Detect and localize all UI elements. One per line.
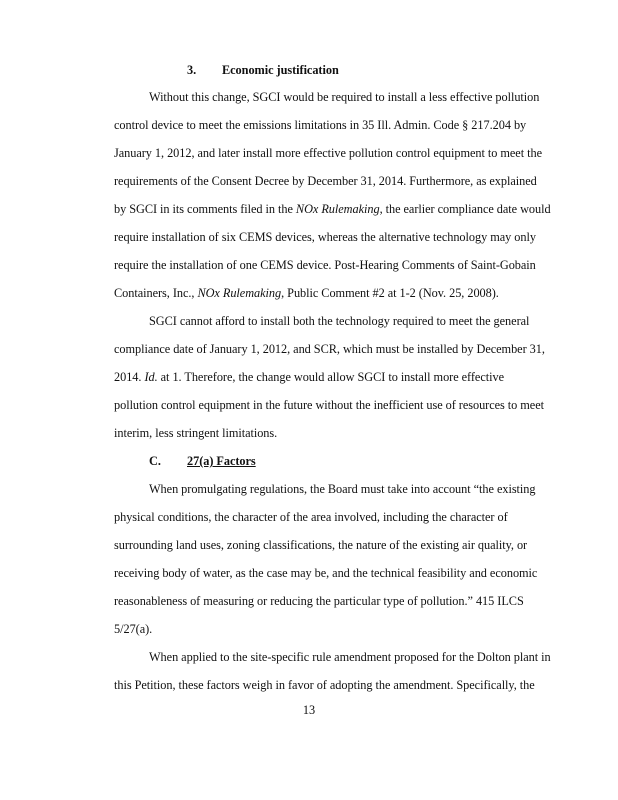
paragraph-3-line-6: 5/27(a).	[114, 622, 153, 636]
paragraph-2-line-5: interim, less stringent limitations.	[114, 426, 278, 440]
paragraph-2-line-3-head: 2014.	[114, 370, 145, 384]
paragraph-1-line-4: requirements of the Consent Decree by December 31, 2014. Furthermore, as explained	[114, 174, 537, 188]
page-number: 13	[302, 703, 316, 717]
paragraph-2-line-4: pollution control equipment in the future without the inefficient use of resources to meet	[114, 398, 544, 412]
paragraph-1-line-8-tail: , Public Comment #2 at 1-2 (Nov. 25, 2008).	[281, 286, 499, 300]
paragraph-1-line-5	[114, 202, 551, 216]
paragraph-3-line-2: physical conditions, the character of the area involved, including the character of	[114, 510, 508, 524]
paragraph-2-line-3	[114, 370, 504, 384]
paragraph-1-line-5-tail: , the earlier compliance date would	[379, 202, 551, 216]
paragraph-1-line-8-head: Containers, Inc.,	[114, 286, 198, 300]
paragraph-1-line-3: January 1, 2012, and later install more effective pollution control equipment to meet the	[114, 146, 542, 160]
paragraph-1-line-1: Without this change, SGCI would be required to install a less effective pollution	[149, 90, 540, 104]
paragraph-3-line-4: receiving body of water, as the case may be, and the technical feasibility and economic	[114, 566, 538, 580]
paragraph-3-line-3: surrounding land uses, zoning classifications, the nature of the existing air quality, or	[114, 538, 528, 552]
paragraph-1-line-2: control device to meet the emissions limitations in 35 Ill. Admin. Code § 217.204 by	[114, 118, 527, 132]
paragraph-2-line-3-tail: at 1. Therefore, the change would allow SGCI to install more effective	[157, 370, 504, 384]
section-3-number: 3.	[187, 63, 197, 77]
nox-rulemaking-citation-2: NOx Rulemaking	[197, 286, 282, 300]
paragraph-3-line-5: reasonableness of measuring or reducing the particular type of pollution.” 415 ILCS	[114, 594, 524, 608]
paragraph-2-line-2: compliance date of January 1, 2012, and SCR, which must be installed by December 31,	[114, 342, 545, 356]
paragraph-1-line-8	[114, 286, 499, 300]
paragraph-1-line-7: require the installation of one CEMS device. Post-Hearing Comments of Saint-Gobain	[114, 258, 536, 272]
paragraph-4-line-2: this Petition, these factors weigh in favor of adopting the amendment. Specifically, the	[114, 678, 535, 692]
paragraph-4-line-1: When applied to the site-specific rule amendment proposed for the Dolton plant in	[149, 650, 551, 664]
id-citation: Id.	[144, 370, 158, 384]
section-c-letter: C.	[149, 454, 161, 468]
section-c-title: 27(a) Factors	[187, 454, 256, 468]
paragraph-1-line-5-head: by SGCI in its comments filed in the	[114, 202, 296, 216]
paragraph-2-line-1: SGCI cannot afford to install both the technology required to meet the general	[149, 314, 530, 328]
nox-rulemaking-citation-1: NOx Rulemaking	[295, 202, 380, 216]
paragraph-3-line-1: When promulgating regulations, the Board must take into account “the existing	[149, 482, 536, 496]
paragraph-1-line-6: require installation of six CEMS devices, whereas the alternative technology may only	[114, 230, 536, 244]
section-3-title: Economic justification	[222, 63, 339, 77]
